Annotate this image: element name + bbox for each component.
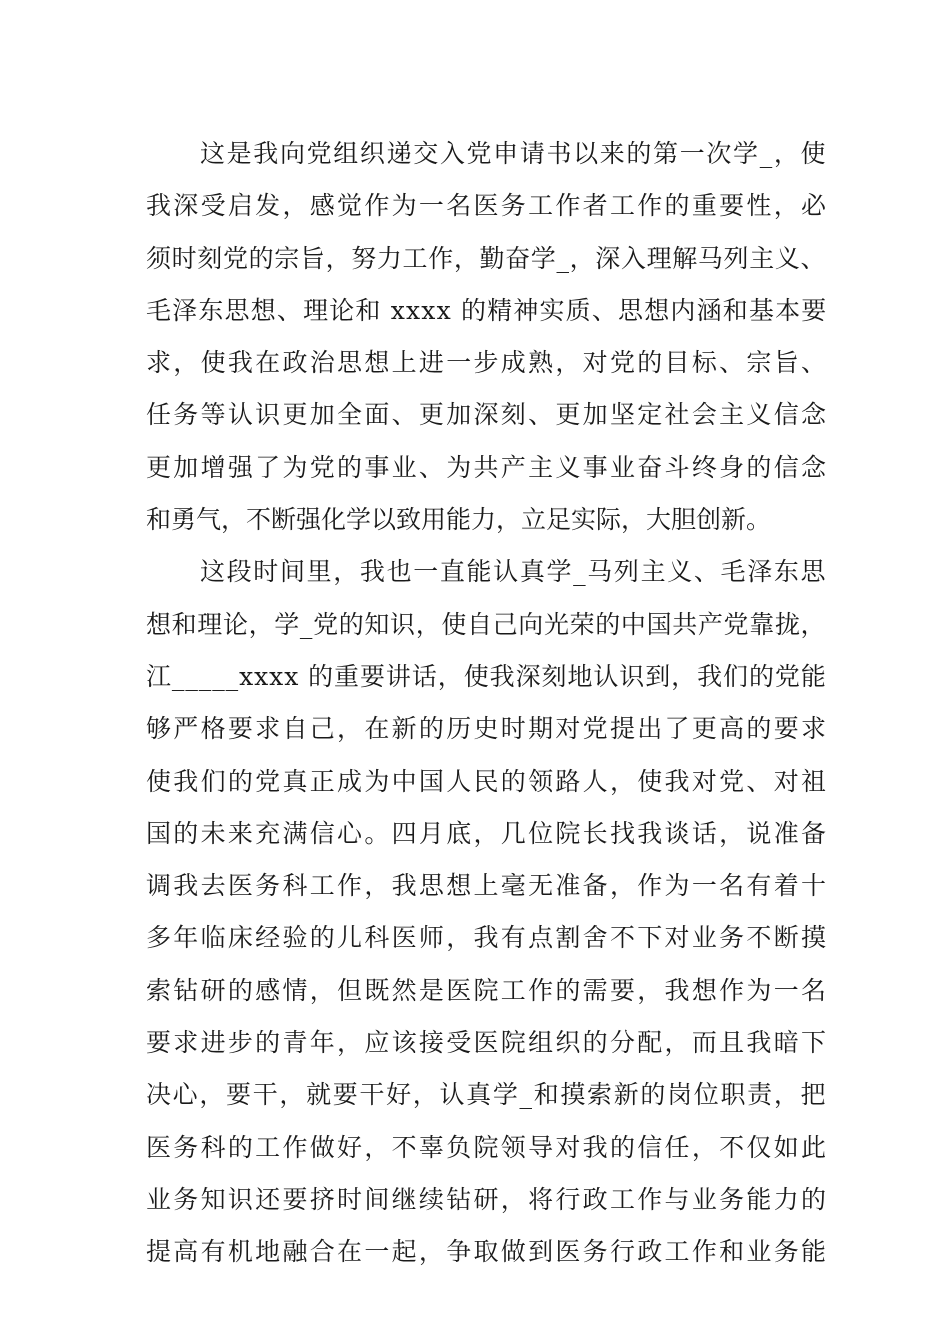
paragraph-2-line-3: 江_____xxxx 的重要讲话，使我深刻地认识到，我们的党能 (146, 661, 827, 691)
paragraph-1-line-1: 这是我向党组织递交入党申请书以来的第一次学_，使 (200, 139, 828, 168)
paragraph-1-line-4: 毛泽东思想、理论和 xxxx 的精神实质、思想内涵和基本要 (146, 295, 828, 325)
paragraph-2-line-7: 调我去医务科工作，我思想上毫无准备，作为一名有着十 (146, 871, 829, 901)
paragraph-1-line-6: 任务等认识更加全面、更加深刻、更加坚定社会主义信念 (146, 400, 829, 430)
paragraph-2-line-11: 决心，要干，就要干好，认真学_和摸索新的岗位职责，把 (146, 1080, 828, 1110)
paragraph-2-line-10: 要求进步的青年，应该接受医院组织的分配，而且我暗下 (146, 1028, 829, 1058)
paragraph-2-line-4: 够严格要求自己，在新的历史时期对党提出了更高的要求 (146, 714, 829, 744)
paragraph-2-line-5: 使我们的党真正成为中国人民的领路人，使我对党、对祖 (146, 766, 829, 796)
paragraph-2-line-9: 索钻研的感情，但既然是医院工作的需要，我想作为一名 (146, 975, 829, 1005)
paragraph-2-line-6: 国的未来充满信心。四月底，几位院长找我谈话，说准备 (146, 818, 829, 848)
paragraph-2-line-13: 业务知识还要挤时间继续钻研，将行政工作与业务能力的 (146, 1184, 829, 1214)
paragraph-1-line-2: 我深受启发，感觉作为一名医务工作者工作的重要性，必 (146, 191, 829, 221)
paragraph-1-line-7: 更加增强了为党的事业、为共产主义事业奋斗终身的信念 (146, 452, 829, 482)
paragraph-1-line-5: 求，使我在政治思想上进一步成熟，对党的目标、宗旨、 (146, 348, 829, 378)
paragraph-2-line-8: 多年临床经验的儿科医师，我有点割舍不下对业务不断摸 (146, 923, 829, 953)
paragraph-2-line-12: 医务科的工作做好，不辜负院领导对我的信任，不仅如此 (146, 1132, 829, 1162)
paragraph-2-line-1: 这段时间里，我也一直能认真学_马列主义、毛泽东思 (200, 557, 828, 587)
paragraph-2-line-2: 想和理论，学_党的知识，使自己向光荣的中国共产党靠拢， (146, 609, 827, 639)
paragraph-1-line-8: 和勇气，不断强化学以致用能力，立足实际，大胆创新。 (146, 505, 772, 535)
paragraph-1-line-3: 须时刻党的宗旨，努力工作，勤奋学_，深入理解马列主义、 (146, 243, 827, 273)
paragraph-2-line-14: 提高有机地融合在一起，争取做到医务行政工作和业务能 (146, 1237, 829, 1267)
body-text (146, 128, 829, 1279)
